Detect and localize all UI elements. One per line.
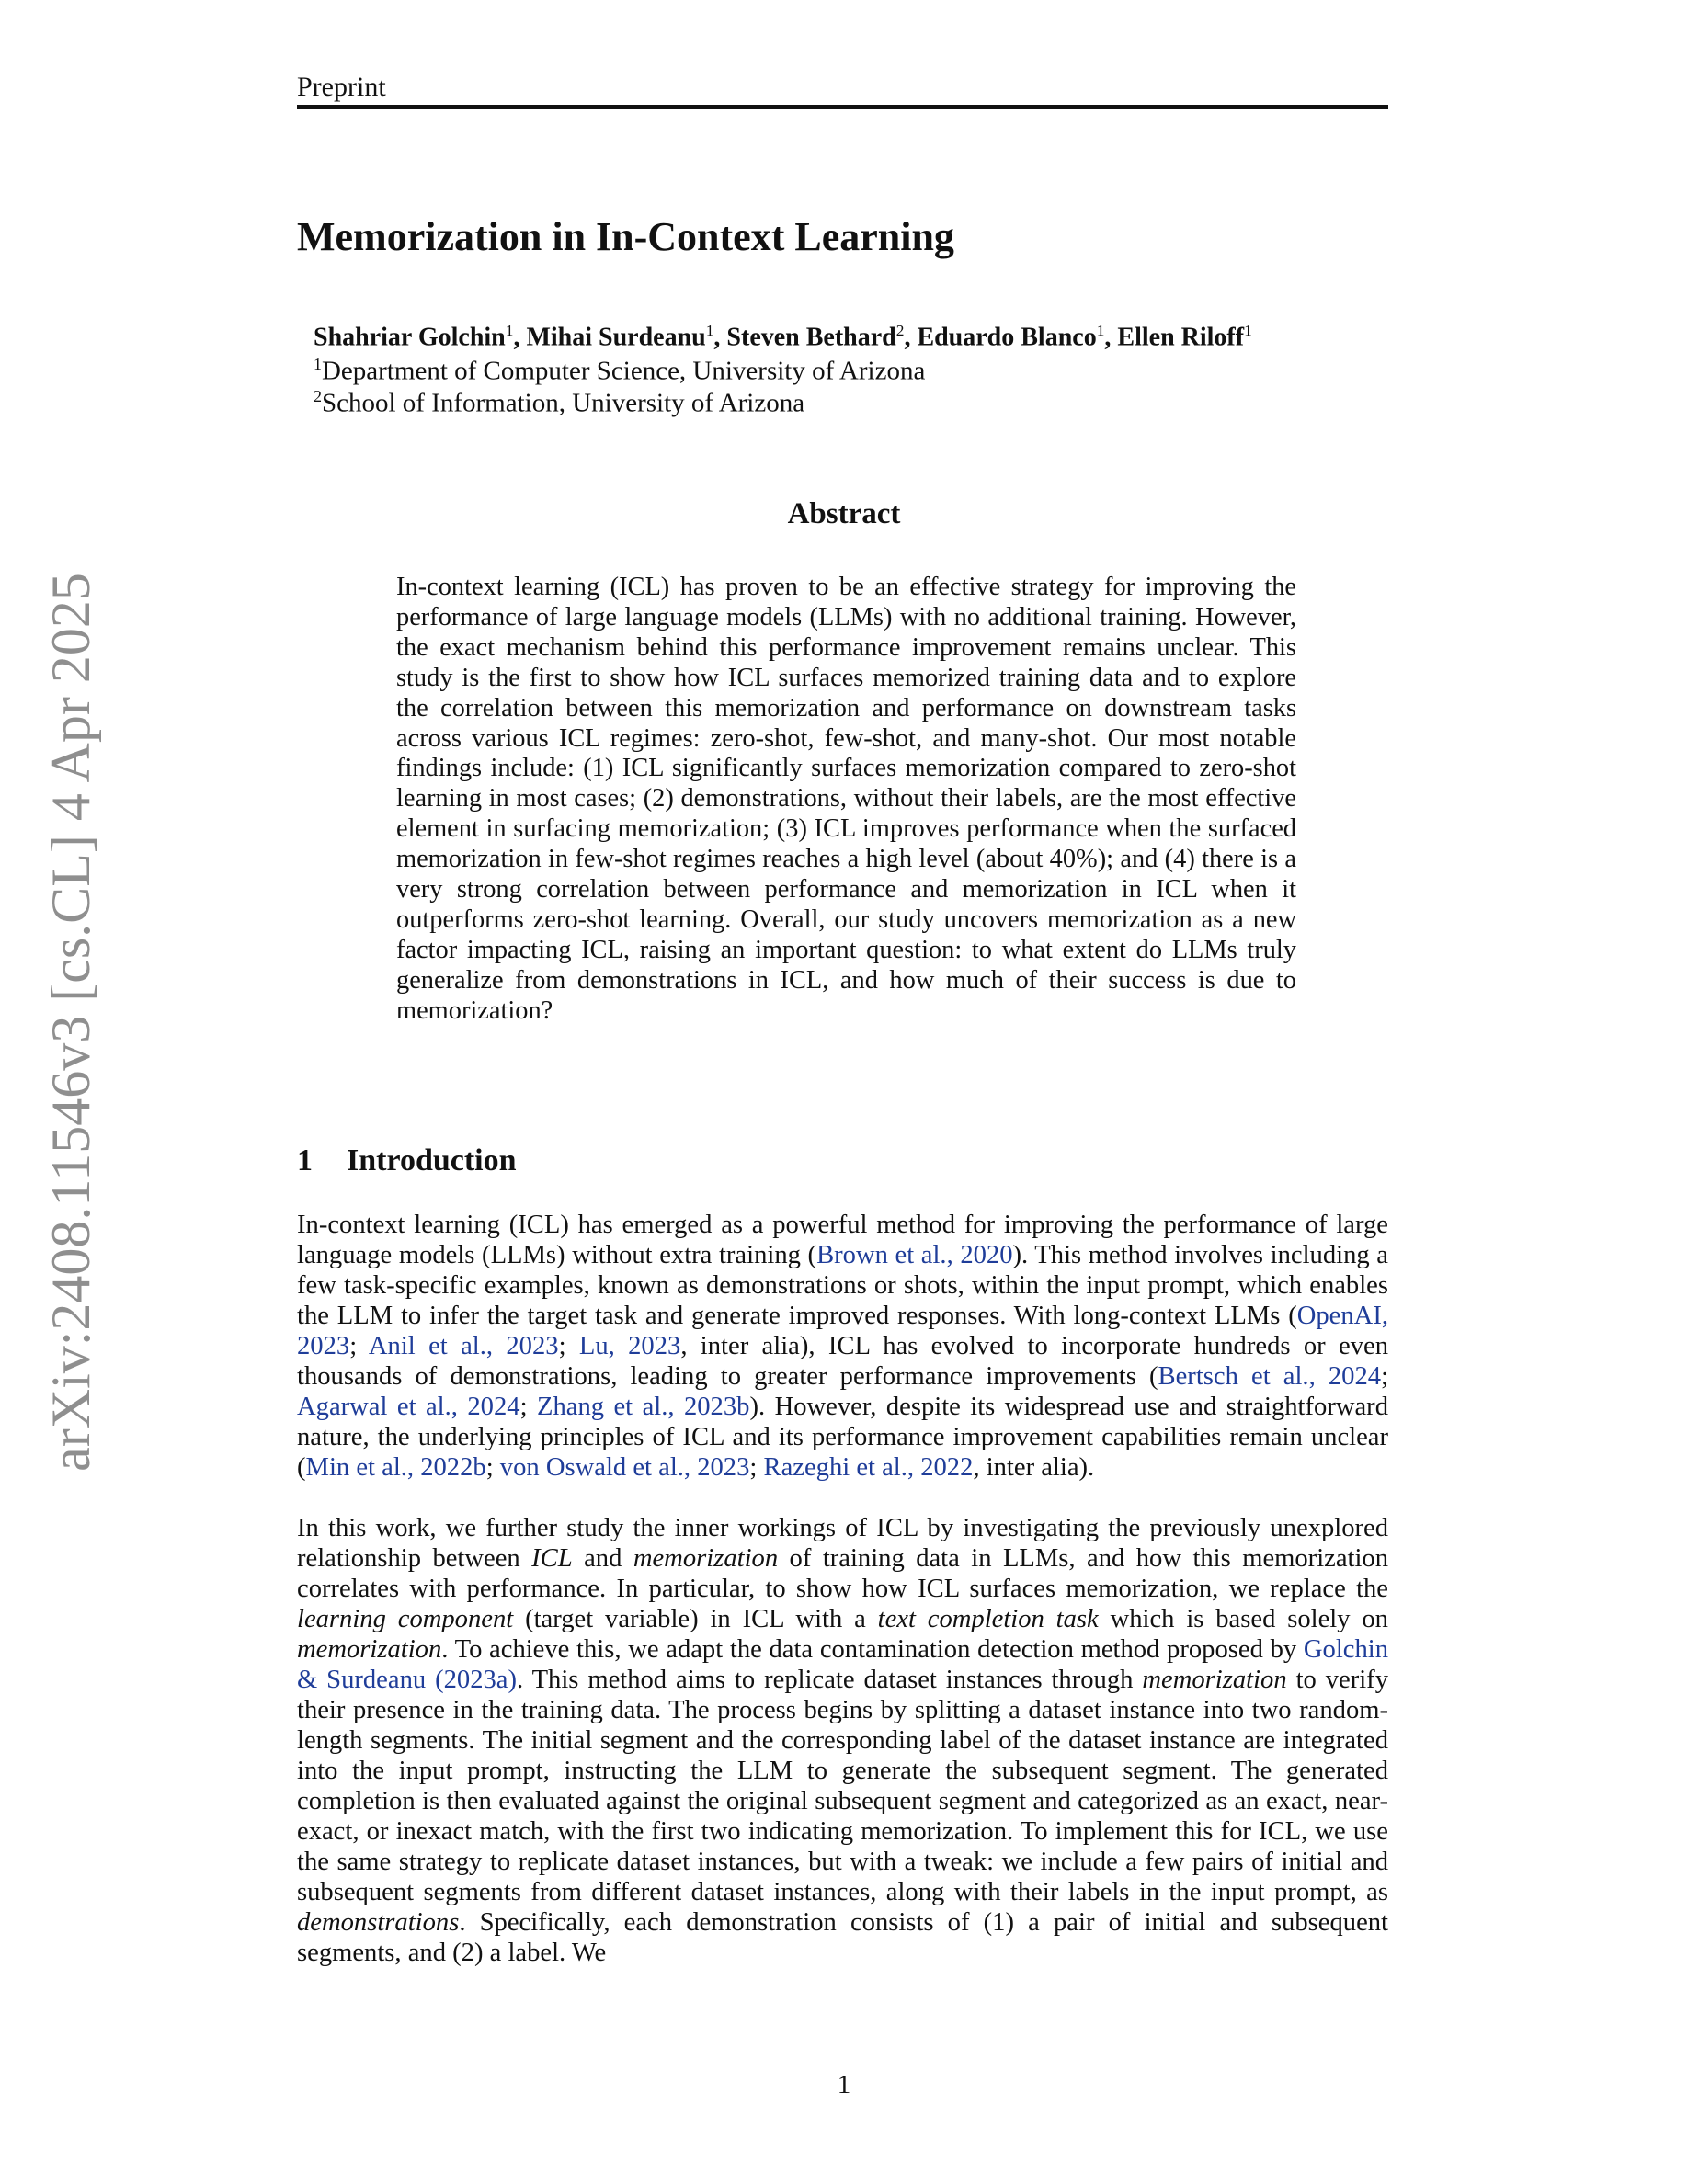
- affiliation-text: School of Information, University of Arizona: [321, 388, 805, 418]
- citation-link[interactable]: OpenAI, 2023: [297, 1302, 1388, 1360]
- author-name: Steven Bethard: [726, 323, 896, 352]
- citation-link[interactable]: Brown et al., 2020: [816, 1241, 1013, 1269]
- author-name: Shahriar Golchin: [314, 323, 506, 352]
- text-run: , inter alia), ICL has evolved to incorporate hundreds or even thousands of demonstrations, leading to greater performance improvements (: [297, 1332, 1388, 1391]
- emphasis: memorization: [633, 1544, 779, 1573]
- arxiv-sidebar-stamp: arXiv:2408.11546v3 [cs.CL] 4 Apr 2025: [40, 573, 101, 1472]
- text-run: . Specifically, each demonstration consists of (1) a pair of initial and subsequent segments, and (2) a label. We: [297, 1908, 1388, 1967]
- text-run: ;: [749, 1453, 764, 1482]
- text-run: . To achieve this, we adapt the data contamination detection method proposed by: [441, 1635, 1304, 1664]
- emphasis: memorization: [297, 1635, 442, 1664]
- text-run: In this work, we further study the inner workings of ICL by investigating the previously unexplored relationship between: [297, 1514, 1388, 1573]
- author-name: Eduardo Blanco: [917, 323, 1097, 352]
- text-run: ;: [349, 1332, 369, 1360]
- text-run: ;: [519, 1393, 537, 1421]
- citation-link[interactable]: Zhang et al., 2023b: [536, 1393, 750, 1421]
- affiliation-2: [314, 387, 804, 419]
- emphasis: ICL: [531, 1544, 573, 1573]
- author-separator: ,: [713, 323, 727, 352]
- paper-title: Memorization in In-Context Learning: [297, 214, 954, 259]
- citation-link[interactable]: Bertsch et al., 2024: [1158, 1362, 1382, 1391]
- author-separator: ,: [904, 323, 918, 352]
- text-run: to verify their presence in the training data. The process begins by splitting a dataset instance into two random-length segments. The initial segment and the corresponding label of the dataset instance are integrated into the input prompt, instructing the LLM to generate the subsequent segment. The generated completion is then evaluated against the original subsequent segment and categorized as an exact, near-exact, or inexact match, with the first two indicating memorization. To implement this for ICL, we use the same strategy to replicate dataset instances, but with a tweak: we include a few pairs of initial and subsequent segments from different dataset instances, along with their labels in the input prompt, as: [297, 1666, 1388, 1906]
- citation-link[interactable]: Lu, 2023: [578, 1332, 681, 1360]
- affiliation-mark: 1: [314, 355, 322, 373]
- citation-link[interactable]: von Oswald et al., 2023: [499, 1453, 750, 1482]
- text-run: ). This method involves including a few task-specific examples, known as demonstrations or shots, within the input prompt, which enables the LLM to infer the target task and generate improved responses. With long-context LLMs (: [297, 1241, 1389, 1330]
- page-number: 1: [837, 2070, 851, 2099]
- affiliation-1: [314, 355, 925, 387]
- affiliation-text: Department of Computer Science, University of Arizona: [321, 356, 926, 386]
- author-separator: ,: [1104, 323, 1118, 352]
- affiliation-mark: 2: [314, 387, 322, 405]
- section-heading: [297, 1143, 517, 1178]
- text-run: and: [572, 1544, 633, 1573]
- text-run: . This method aims to replicate dataset instances through: [517, 1666, 1143, 1694]
- citation-link[interactable]: Agarwal et al., 2024: [297, 1393, 520, 1421]
- text-run: ). However, despite its widespread use and straightforward nature, the underlying principles of ICL and its performance improvement capabilities remain unclear (: [297, 1393, 1388, 1482]
- intro-paragraph-2: [297, 1513, 1388, 1968]
- text-run: ;: [485, 1453, 500, 1482]
- text-run: , inter alia).: [973, 1453, 1095, 1482]
- abstract-body: In-context learning (ICL) has proven to be an effective strategy for improving the performance of large language models (LLMs) with no additional training. However, the exact mechanism behind this performance improvement remains unclear. This study is the first to show how ICL surfaces memorized training data and to explore the correlation between this memorization and performance on downstream tasks across various ICL regimes: zero-shot, few-shot, and many-shot. Our most notable findings include: (1) ICL significantly surfaces memorization compared to zero-shot learning in most cases; (2) demonstrations, without their labels, are the most effective element in surfacing memorization; (3) ICL improves performance when the surfaced memorization in few-shot regimes reaches a high level (about 40%); and (4) there is a very strong correlation between performance and memorization in ICL when it outperforms zero-shot learning. Overall, our study uncovers memorization as a new factor impacting ICL, raising an important question: to what extent do LLMs truly generalize from demonstrations in ICL, and how much of their success is due to memorization?: [396, 573, 1296, 1025]
- citation-link[interactable]: Min et al., 2022b: [305, 1453, 486, 1482]
- emphasis: text completion task: [877, 1605, 1099, 1633]
- author-list: [314, 322, 1252, 352]
- intro-paragraph-1: [297, 1210, 1388, 1483]
- text-run: ;: [1381, 1362, 1389, 1391]
- author-separator: ,: [513, 323, 527, 352]
- affiliation-mark: 2: [895, 322, 905, 339]
- text-run: In-context learning (ICL) has emerged as a powerful method for improving the performance of large language models (LLMs) without extra training (: [297, 1211, 1388, 1269]
- abstract-heading: Abstract: [787, 497, 901, 530]
- citation-link[interactable]: Anil et al., 2023: [368, 1332, 559, 1360]
- section-title: Introduction: [347, 1143, 517, 1177]
- affiliation-mark: 1: [1244, 322, 1252, 339]
- author-name: Mihai Surdeanu: [526, 323, 706, 352]
- citation-link[interactable]: Golchin & Surdeanu (2023a): [297, 1635, 1388, 1694]
- author-name: Ellen Riloff: [1117, 323, 1245, 352]
- text-run: ;: [558, 1332, 579, 1360]
- section-number: 1: [297, 1143, 313, 1177]
- citation-link[interactable]: Razeghi et al., 2022: [763, 1453, 974, 1482]
- text-run: (target variable) in ICL with a: [513, 1605, 878, 1633]
- emphasis: demonstrations: [297, 1908, 460, 1937]
- text-run: of training data in LLMs, and how this memorization correlates with performance. In particular, to show how ICL surfaces memorization, we replace the: [297, 1544, 1389, 1603]
- running-header: Preprint: [297, 72, 386, 102]
- header-rule: [297, 105, 1388, 109]
- text-run: which is based solely on: [1098, 1605, 1388, 1633]
- affiliation-mark: 1: [505, 322, 514, 339]
- emphasis: memorization: [1142, 1666, 1287, 1694]
- emphasis: learning component: [297, 1605, 514, 1633]
- affiliation-mark: 1: [1096, 322, 1105, 339]
- affiliation-mark: 1: [705, 322, 714, 339]
